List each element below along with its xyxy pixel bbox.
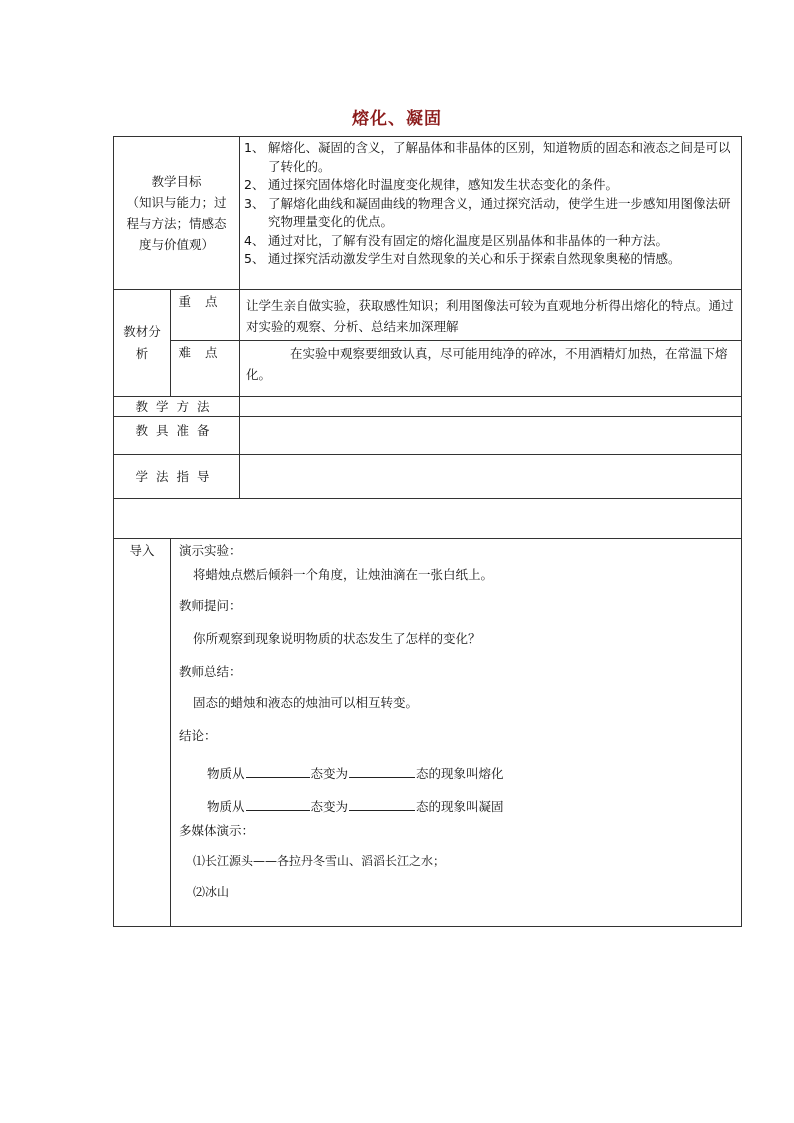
analysis-label-cell [114, 290, 171, 397]
objectives-label-cell [114, 137, 240, 290]
fill-text: 物质从 [207, 766, 245, 781]
objectives-label-line: 程与方法；情感态 [126, 216, 227, 231]
tools-row [114, 417, 742, 455]
lesson-plan-table [113, 136, 742, 927]
objective-text: 解熔化、凝固的含义，了解晶体和非晶体的区别，知道物质的固态和液态之间是可以了转化的。 [268, 140, 731, 174]
fill-sentence-melting [179, 763, 735, 783]
difficulty-label: 难点 [171, 341, 240, 397]
objective-text: 通过对比，了解有没有固定的熔化温度是区别晶体和非晶体的一种方法。 [268, 232, 669, 248]
blank-cell [114, 499, 742, 539]
objective-item [244, 139, 737, 176]
blank-row [114, 499, 742, 539]
objective-number: 4、 [244, 232, 265, 248]
fill-text: 态变为 [310, 799, 349, 814]
intro-label: 导入 [114, 539, 171, 927]
question-heading: 教师提问： [179, 598, 242, 613]
fill-blank[interactable] [246, 796, 310, 811]
study-label: 学法指导 [114, 455, 240, 499]
study-row [114, 455, 742, 499]
intro-row [114, 539, 742, 927]
fill-blank[interactable] [349, 763, 415, 778]
media-heading: 多媒体演示： [179, 823, 255, 838]
tools-content [240, 417, 742, 455]
objective-item [244, 250, 737, 269]
difficulty-text: 在实验中观察要细致认真，尽可能用纯净的碎冰，不用酒精灯加热，在常温下熔化。 [240, 341, 742, 397]
page-title: 熔化、凝固 [352, 109, 442, 129]
objective-number: 5、 [244, 251, 265, 266]
objective-number: 2、 [244, 177, 265, 192]
key-point-label: 重点 [171, 290, 240, 341]
analysis-label-line: 教材分 [123, 324, 161, 339]
method-content [240, 397, 742, 417]
summary-heading: 教师总结： [179, 664, 242, 679]
objectives-content-cell [240, 137, 742, 290]
study-content [240, 455, 742, 499]
demo-heading: 演示实验： [179, 543, 242, 558]
intro-content [171, 539, 742, 927]
objective-text: 通过探究活动激发学生对自然现象的关心和乐于探索自然现象奥秘的情感。 [268, 251, 681, 266]
objectives-list [240, 137, 741, 271]
fill-blank[interactable] [349, 796, 415, 811]
summary-text: 固态的蜡烛和液态的烛油可以相互转变。 [193, 695, 419, 710]
key-point-row [114, 290, 742, 341]
objectives-row [114, 137, 742, 290]
key-point-text: 让学生亲自做实验，获取感性知识；利用图像法可较为直观地分析得出熔化的特点。通过对实验的观察、分析、总结来加深理解 [240, 290, 742, 341]
fill-text: 物质从 [207, 799, 245, 814]
objective-number: 3、 [244, 195, 265, 211]
media-item: ⑵冰山 [193, 885, 230, 899]
objectives-label-line: 度与价值观） [138, 237, 214, 252]
fill-text: 态变为 [310, 766, 349, 781]
fill-blank[interactable] [246, 763, 310, 778]
objectives-label-line: 教学目标 [151, 174, 202, 189]
tools-label: 教具准备 [114, 417, 240, 455]
method-row [114, 397, 742, 417]
fill-text: 态的现象叫凝固 [416, 799, 504, 814]
objective-item [244, 176, 737, 195]
fill-text: 态的现象叫熔化 [416, 766, 504, 781]
conclusion-heading: 结论： [179, 728, 217, 743]
objective-text: 通过探究固体熔化时温度变化规律，感知发生状态变化的条件。 [268, 177, 619, 192]
objective-item [244, 195, 737, 232]
objectives-label-line: （知识与能力；过 [126, 195, 227, 210]
objective-item [244, 232, 737, 251]
question-text: 你所观察到现象说明物质的状态发生了怎样的变化？ [193, 631, 481, 646]
demo-text: 将蜡烛点燃后倾斜一个角度，让烛油滴在一张白纸上。 [193, 567, 494, 582]
objective-text: 了解熔化曲线和凝固曲线的物理含义，通过探究活动，使学生进一步感知用图像法研究物理量变化的优点。 [268, 195, 731, 229]
difficulty-row [114, 341, 742, 397]
media-item: ⑴长江源头——各拉丹冬雪山、滔滔长江之水； [193, 854, 446, 868]
objective-number: 1、 [244, 140, 265, 155]
analysis-label-line: 析 [135, 346, 149, 361]
method-label: 教学方法 [114, 397, 240, 417]
fill-sentence-solidifying [179, 796, 735, 816]
